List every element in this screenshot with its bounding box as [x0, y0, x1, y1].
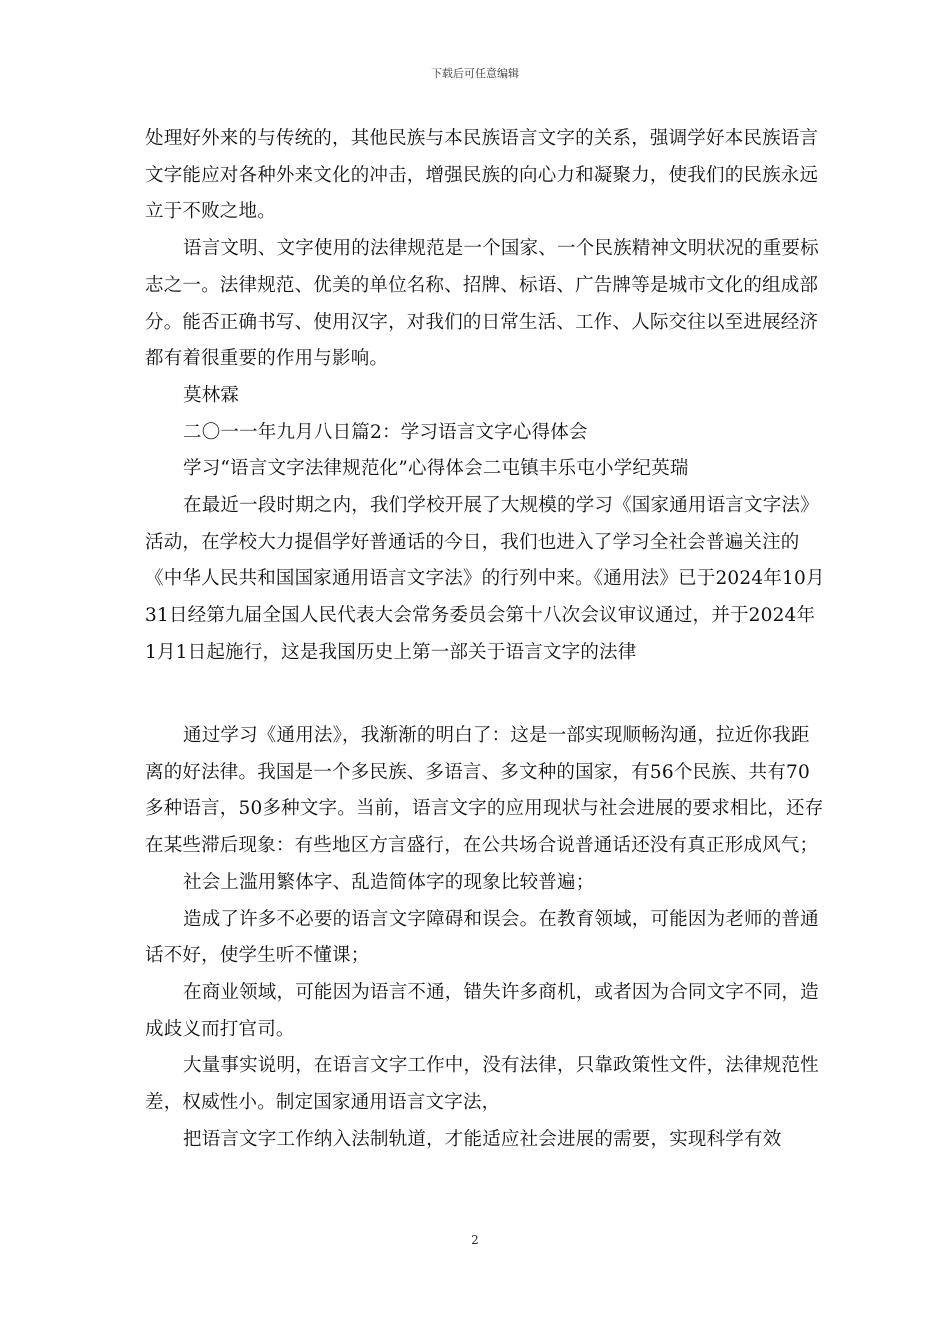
paragraph-continuation: 处理好外来的与传统的，其他民族与本民族语言文字的关系，强调学好本民族语言文字能应对各种外来文化的冲击，增强民族的向心力和凝聚力，使我们的民族永远立于不败之地。	[145, 128, 819, 223]
document-body-lower	[145, 718, 825, 1158]
date-and-section-title: 二〇一一年九月八日篇2：学习语言文字心得体会	[183, 421, 588, 443]
article-title: 学习“语言文字法律规范化”心得体会二屯镇丰乐屯小学纪英瑞	[183, 458, 689, 480]
page-number: 2	[471, 1233, 479, 1247]
paragraph-education: 造成了许多不必要的语言文字障碍和误会。在教育领域，可能因为老师的普通话不好，使学生听不懂课；	[145, 908, 819, 967]
document-body-upper	[145, 121, 825, 672]
author-name: 莫林霖	[183, 384, 240, 406]
paragraph-understanding: 通过学习《通用法》，我渐渐的明白了：这是一部实现顺畅沟通，拉近你我距离的好法律。我国是一个多民族、多语言、多文种的国家，有56个民族、共有70多种语言，50多种文字。当前，语言文字的应用现状与社会进展的要求相比，还存在某些滞后现象：有些地区方言盛行，在公共场合说普通话还没有真正形成风气；	[145, 725, 824, 857]
paragraph-commerce: 在商业领域，可能因为语言不通，错失许多商机，或者因为合同文字不同，造成歧义而打官司。	[145, 981, 819, 1040]
paragraph-study-activity: 在最近一段时期之内，我们学校开展了大规模的学习《国家通用语言文字法》活动，在学校大力提倡学好普通话的今日，我们也进入了学习全社会普遍关注的《中华人民共和国国家通用语言文字法》的行列中来。《通用法》已于2024年10月31日经第九届全国人民代表大会常务委员会第十八次会议审议通过，并于2024年1月1日起施行，这是我国历史上第一部关于语言文字的法律	[145, 495, 825, 663]
page-header: 下载后可任意编辑	[431, 67, 519, 80]
paragraph-legal-track: 把语言文字工作纳入法制轨道，才能适应社会进展的需要，实现科学有效	[183, 1128, 782, 1150]
paragraph-facts: 大量事实说明，在语言文字工作中，没有法律，只靠政策性文件，法律规范性差，权威性小。制定国家通用语言文字法，	[145, 1055, 819, 1114]
paragraph-character-misuse: 社会上滥用繁体字、乱造简体字的现象比较普遍；	[183, 871, 595, 893]
paragraph-language-civility: 语言文明、文字使用的法律规范是一个国家、一个民族精神文明状况的重要标志之一。法律规范、优美的单位名称、招牌、标语、广告牌等是城市文化的组成部分。能否正确书写、使用汉字，对我们的日常生活、工作、人际交往以至进展经济都有着很重要的作用与影响。	[145, 238, 819, 370]
